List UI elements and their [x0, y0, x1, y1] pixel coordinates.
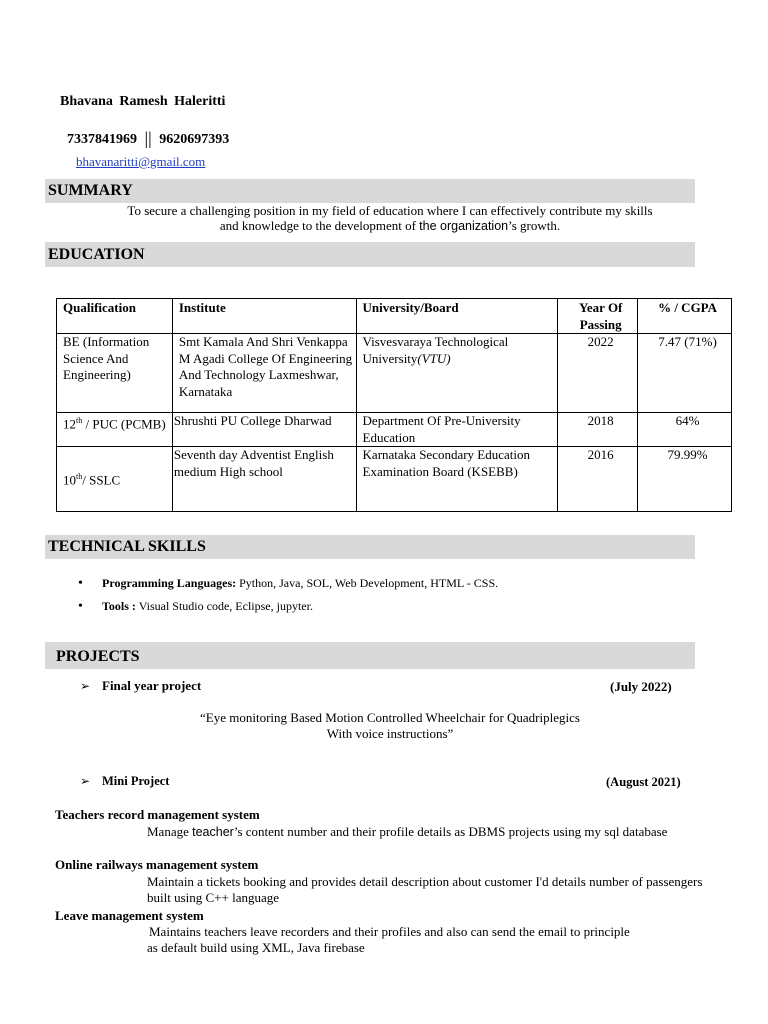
col-institute: Institute	[172, 299, 356, 334]
final-project-description	[150, 710, 630, 742]
board-abbr: (VTU)	[417, 350, 451, 366]
summary-line-1: To secure a challenging position in my field of education where I can effectively contribute my skills	[127, 203, 653, 218]
qualification-cell	[57, 413, 173, 447]
table-header-row	[57, 299, 732, 334]
summary-text	[72, 203, 708, 234]
institute-cell: Shrushti PU College Dharwad	[172, 413, 356, 447]
education-table	[56, 298, 732, 512]
board-cell: Karnataka Secondary Education Examination Board (KSEBB)	[356, 447, 558, 512]
qualification-num: 12	[63, 416, 76, 432]
qualification-sup: th	[76, 472, 83, 482]
year-cell: 2018	[558, 413, 638, 447]
project-desc-sans: teacher	[192, 825, 234, 839]
summary-org: the organization	[419, 219, 509, 233]
skills-list	[78, 572, 498, 618]
project-desc-pre: Manage	[147, 824, 193, 839]
arrow-bullet-icon: ➢	[80, 774, 91, 788]
col-year: Year Of Passing	[558, 299, 638, 334]
board-name: Visvesvaraya Technological University	[362, 334, 509, 366]
list-item	[78, 572, 498, 595]
final-project-date: (July 2022)	[610, 679, 672, 694]
skill-value: Visual Studio code, Eclipse, jupyter.	[135, 599, 313, 613]
qualification-cell: BE (Information Science And Engineering)	[57, 334, 173, 413]
summary-line-2	[72, 218, 708, 234]
arrow-bullet-icon: ➢	[80, 679, 91, 693]
phone-separator: ||	[144, 128, 152, 148]
summary-line-2-pre: and knowledge to the development of	[219, 218, 420, 233]
skill-label: Programming Languages:	[102, 576, 237, 590]
final-project-quote-1: “Eye monitoring Based Motion Controlled Wheelchair for Quadriplegics	[200, 710, 580, 725]
board-cell: Department Of Pre-University Education	[356, 413, 558, 447]
final-project-label: Final year project	[102, 678, 202, 693]
mini-project-label: Mini Project	[102, 774, 170, 788]
table-row	[57, 447, 732, 512]
email-link[interactable]: bhavanaritti@gmail.com	[76, 154, 206, 169]
summary-heading: SUMMARY	[45, 179, 695, 203]
institute-cell: Seventh day Adventist English medium High school	[172, 447, 356, 512]
qualification-sup: th	[76, 416, 83, 425]
col-qualification: Qualification	[57, 299, 173, 334]
score-cell: 64%	[638, 413, 732, 447]
project-desc-line-1: Maintains teachers leave recorders and their profiles and also can send the email to principle	[149, 924, 630, 939]
final-project-title	[80, 678, 201, 694]
education-heading: EDUCATION	[45, 242, 695, 267]
bullet-icon: •	[78, 599, 83, 614]
final-project-quote-2: With voice instructions”	[326, 726, 454, 741]
project-desc-post: ’s content number and their profile details as DBMS projects using my sql database	[233, 824, 668, 839]
project-title: Online railways management system	[55, 857, 259, 872]
qualification-cell	[57, 447, 173, 512]
phone-secondary: 9620697393	[159, 132, 230, 147]
bullet-icon: •	[78, 576, 83, 591]
score-cell: 7.47 (71%)	[638, 334, 732, 413]
project-description	[147, 924, 747, 956]
mini-project-date: (August 2021)	[606, 775, 681, 789]
summary-line-2-post: ’s growth.	[508, 218, 561, 233]
year-cell: 2022	[558, 334, 638, 413]
project-description	[147, 824, 727, 840]
skills-heading: TECHNICAL SKILLS	[45, 535, 695, 559]
qualification-rest: / SSLC	[82, 472, 121, 488]
project-title: Teachers record management system	[55, 807, 260, 822]
project-desc-line-2: as default build using XML, Java firebase	[147, 940, 365, 955]
institute-cell: Smt Kamala And Shri Venkappa M Agadi College Of Engineering And Technology Laxmeshwar, Karnataka	[172, 334, 356, 413]
year-cell: 2016	[558, 447, 638, 512]
projects-heading: PROJECTS	[45, 642, 695, 669]
phone-primary: 7337841969	[67, 132, 137, 147]
qualification-num: 10	[63, 472, 76, 488]
skill-label: Tools :	[102, 599, 136, 613]
qualification-rest: / PUC (PCMB)	[82, 416, 166, 432]
score-cell: 79.99%	[638, 447, 732, 512]
board-cell	[356, 334, 558, 413]
project-description: Maintain a tickets booking and provides detail description about customer I'd details number of passengers built using C++ language	[147, 874, 703, 905]
table-row	[57, 413, 732, 447]
skill-value: Python, Java, SOL, Web Development, HTML - CSS.	[236, 576, 499, 590]
col-score: % / CGPA	[638, 299, 732, 334]
phone-numbers	[67, 127, 229, 148]
candidate-name: Bhavana Ramesh Haleritti	[60, 94, 226, 109]
mini-project-title	[80, 774, 169, 789]
col-university: University/Board	[356, 299, 558, 334]
list-item	[78, 595, 498, 618]
project-title: Leave management system	[55, 908, 204, 923]
table-row	[57, 334, 732, 413]
